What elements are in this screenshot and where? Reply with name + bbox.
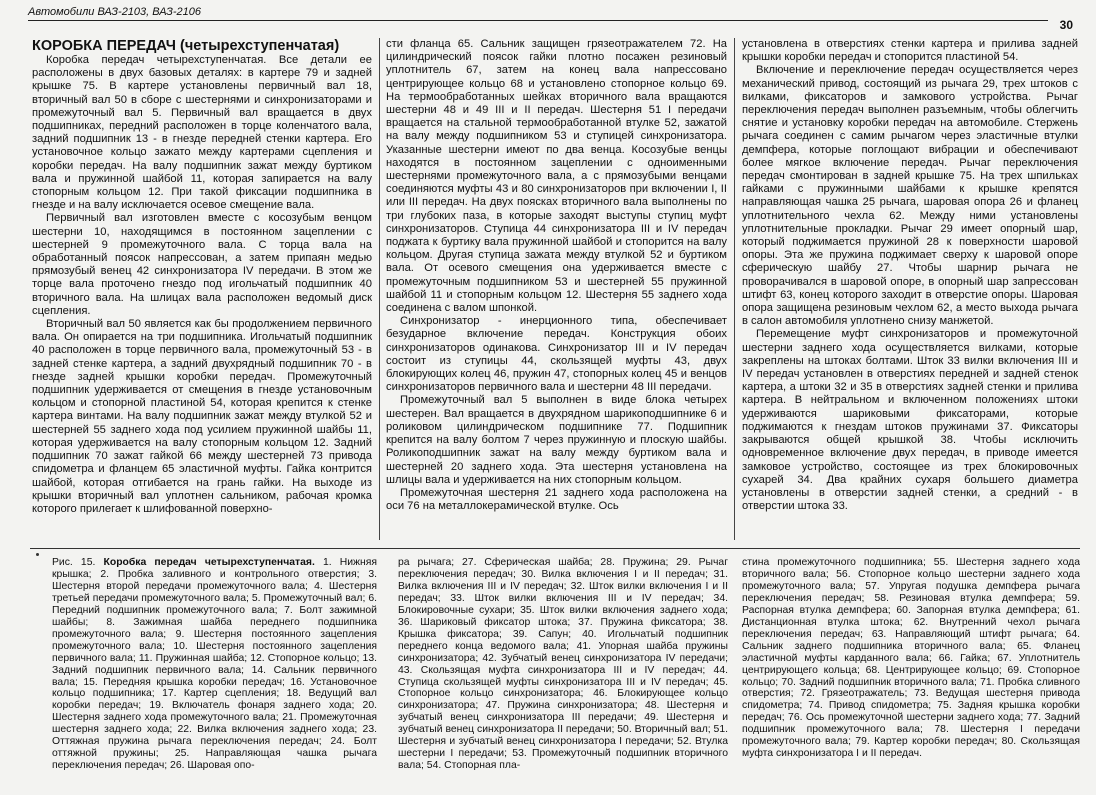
section-title: КОРОБКА ПЕРЕДАЧ (четырехступенчатая)	[32, 38, 340, 54]
page-number: 30	[1059, 18, 1073, 32]
scan-dot	[36, 553, 39, 556]
paragraph: Перемещение муфт синхронизаторов и промежуточной шестерни заднего хода осуществляется вилками, которые закреплены на штоках болтами. Шток 33 вилки включения III и IV передач установлен в отверстиях передней и задней стенок картера, а штоки 32 и 35 в отверстиях задней стенки и прилива картера. В нейтральном и включенном положениях штоки удерживаются шариковыми фиксаторами, которые поджимаются к гнездам штоков пружинами 37. Фиксаторы закрываются общей крышкой 38. Чтобы исключить одновременное включение двух передач, в приводе имеется замковое устройство, состоящее из трех блокировочных сухарей 34. Два крайних сухаря большего диаметра установлены в отверстии задней стенки, а средний - в отверстии штока 33.	[742, 328, 1078, 513]
figure-label: Рис. 15.	[52, 557, 96, 568]
figure-caption-column-1	[52, 557, 377, 789]
column-divider	[379, 38, 380, 540]
text-column-1	[32, 38, 372, 543]
caption-rule	[30, 548, 1080, 549]
column-divider	[734, 38, 735, 540]
paragraph: сти фланца 65. Сальник защищен грязеотражателем 72. На цилиндрический поясок гайки плотно посажен резиновый уплотнитель 67, затем на конец вала напрессовано центрирующее кольцо 68 и установлено стопорное кольцо 69. На термообработанных шейках вторичного вала вращаются шестерни 48 и 49 III и II передач. Шестерня 51 I передачи вращается на стальной термообработанной втулке 52, зажатой на валу между подшипником 53 и ступицей синхронизатора. Указанные шестерни имеют по два венца. Косозубые венцы находятся в постоянном зацеплении с одноименными шестернями промежуточного вала, а с прямозубыми венцами соединяются муфты 43 и 80 синхронизаторов при включении I, II или III передач. На двух поясках вторичного вала выполнены по три глубоких паза, в которые заходят выступы ступиц муфт синхронизаторов. Ступица 44 синхронизатора III и IV передач поджата к буртику вала пружинной шайбой и стопорится на валу кольцом. Другая ступица зажата между втулкой 52 и буртиком вала. От осевого смещения она удерживается вместе с промежуточным подшипником 53 и шестерней 55 пружинной шайбой 11 и стопорным кольцом 12. Шестерня 55 заднего хода соединена с валом шпонкой.	[386, 38, 727, 315]
paragraph: Синхронизатор - инерционного типа, обеспечивает безударное включение передач. Конструкция обоих синхронизаторов одинакова. Синхронизатор III и IV передач состоит из ступицы 44, скользящей муфты 43, двух блокирующих колец 46, пружин 47, стопорных колец 45 и венцов синхронизаторов первичного вала и шестерни 48 III передачи.	[386, 315, 727, 394]
page-header	[28, 6, 1073, 30]
caption-legend: ра рычага; 27. Сферическая шайба; 28. Пружина; 29. Рычаг переключения передач; 30. Вилка включения I и II передач; 31. Вилка включения III и IV передач; 32. Шток вилки включения I и II передач; 33. Шток вилки включения III и IV передач; 34. Блокировочные сухари; 35. Шток вилки включения заднего хода; 36. Шариковый фиксатор штока; 37. Пружина фиксатора; 38. Крышка фиксатора; 39. Сапун; 40. Игольчатый подшипник переднего конца ведомого вала; 41. Упорная шайба пружины синхронизатора; 42. Зубчатый венец синхронизатора IV передачи; 43. Скользящая муфта синхронизатора III и IV передач; 44. Ступица скользящей муфты синхронизатора III и IV передач; 45. Стопорное кольцо синхронизатора; 46. Блокирующее кольцо синхронизатора; 47. Пружина синхронизатора; 48. Шестерня и зубчатый венец синхронизатора III передачи; 49. Шестерня и зубчатый венец синхронизатора II передачи; 50. Вторичный вал; 51. Шестерня и зубчатый венец синхронизатора I передачи; 52. Втулка шестерни I передачи; 53. Промежуточный подшипник вторичного вала; 54. Стопорная пла-	[398, 557, 728, 772]
paragraph: Первичный вал изготовлен вместе с косозубым венцом шестерни 10, находящимся в постоянном зацеплении с шестерней 9 промежуточного вала. С торца вала на обработанный поясок напрессован, а затем припаян медью прямозубый венец 42 синхронизатора IV передачи. В этом же торце вала проточено гнездо под игольчатый подшипник 40 вторичного вала. На шлицах вала расположен ведомый диск сцепления.	[32, 212, 372, 317]
text-column-3	[742, 38, 1078, 543]
caption-legend: 1. Нижняя крышка; 2. Пробка заливного и контрольного отверстия; 3. Шестерня второй передачи промежуточного вала; 4. Шестерня третьей передачи промежуточного вала; 5. Промежуточный вал; 6. Передний подшипник промежуточного вала; 7. Болт зажимной шайбы; 8. Зажимная шайба переднего подшипника промежуточного вала; 9. Шестерня постоянного зацепления промежуточного вала; 10. Шестерня постоянного зацепления первичного вала; 11. Пружинная шайба; 12. Стопорное кольцо; 13. Задний подшипник первичного вала; 14. Сальник первичного вала; 15. Передняя крышка коробки передач; 16. Установочное кольцо подшипника; 17. Картер сцепления; 18. Ведущий вал коробки передач; 19. Включатель фонаря заднего хода; 20. Шестерня заднего хода промежуточного вала; 21. Промежуточная шестерня заднего хода; 22. Вилка включения заднего хода; 23. Оттяжная пружина рычага переключения передач; 24. Болт оттяжной пружины; 25. Направляющая чашка рычага переключения передач; 26. Шаровая опо-	[52, 557, 377, 772]
figure-title: Коробка передач четырехступенчатая.	[103, 557, 315, 568]
text-column-2	[386, 38, 727, 543]
running-title: Автомобили ВАЗ-2103, ВАЗ-2106	[28, 6, 201, 18]
figure-caption-column-3	[742, 557, 1080, 789]
paragraph: Промежуточная шестерня 21 заднего хода расположена на оси 76 на металлокерамической втулке. Ось	[386, 486, 727, 513]
paragraph: Промежуточный вал 5 выполнен в виде блока четырех шестерен. Вал вращается в двухрядном шарикоподшипнике 6 и роликовом цилиндрическом подшипнике 77. Подшипник крепится на валу болтом 7 через пружинную и плоскую шайбы. Роликоподшипник зажат на валу между буртиком вала и шестерней 20 заднего хода. Эта шестерня установлена на шлицы вала и удерживается на них стопорным кольцом.	[386, 394, 727, 486]
figure-caption-column-2	[398, 557, 728, 789]
paragraph: Вторичный вал 50 является как бы продолжением первичного вала. Он опирается на три подшипника. Игольчатый подшипник 40 расположен в торце первичного вала, промежуточный 53 - в задней стенке картера, а задний двухрядный подшипник 70 - в гнезде задней крышки коробки передач. Промежуточный подшипник удерживается от смещения в гнезде установочным кольцом и стопорной пластиной 54, которая крепится к стенке картера винтами. На валу подшипник зажат между втулкой 52 и шестерней 55 заднего хода под усилием пружинной шайбы 11, которая удерживается на валу стопорным кольцом 12. Задний подшипник 70 зажат гайкой 66 между шестерней 73 привода спидометра и фланцем 65 эластичной муфты. Гайка контрится шайбой, которая отгибается на грань гайки. На выходе из крышки вторичный вал уплотнен сальником, рабочая кромка которого прилегает к шлифованной поверхно-	[32, 318, 372, 515]
caption-legend: стина промежуточного подшипника; 55. Шестерня заднего хода вторичного вала; 56. Стопорное кольцо шестерни заднего хода промежуточного вала; 57. Упругая подушка демпфера рычага переключения передач; 58. Резиновая втулка демпфера; 59. Распорная втулка демпфера; 60. Запорная втулка демпфера; 61. Дистанционная втулка штока; 62. Внутренний чехол рычага переключения передач; 63. Направляющий штифт рычага; 64. Сальник заднего подшипника вторичного вала; 65. Фланец эластичной муфты карданного вала; 66. Гайка; 67. Уплотнитель центрирующего кольца; 68. Центрирующее кольцо; 69. Стопорное кольцо; 70. Задний подшипник вторичного вала; 71. Пробка сливного отверстия; 72. Грязеотражатель; 73. Ведущая шестерня привода спидометра; 74. Привод спидометра; 75. Задняя крышка коробки передач; 76. Ось промежуточной шестерни заднего хода; 77. Задний подшипник промежуточного вала; 78. Шестерня I передачи промежуточного вала; 79. Картер коробки передач; 80. Скользящая муфта синхронизатора I и II передач.	[742, 557, 1080, 760]
paragraph: установлена в отверстиях стенки картера и прилива задней крышки коробки передач и стопорится пластиной 54.	[742, 38, 1078, 64]
paragraph: Коробка передач четырехступенчатая. Все детали ее расположены в двух базовых деталях: в картере 79 и задней крышке 75. В картере установлены первичный вал 18, вторичный вал 50 в сборе с шестернями и синхронизаторами и промежуточный вал 5. Первичный вал вращается в двух подшипниках, передний расположен в торце коленчатого вала, задний подшипник 13 - в гнезде передней стенки картера. Его установочное кольцо зажато между картерами сцепления и коробки передач. На валу подшипник зажат между буртиком вала и пружинной шайбой 11, которая запирается на валу стопорным кольцом 12. При такой фиксации подшипника в гнезде и на валу исключается осевое смещение вала.	[32, 54, 372, 212]
paragraph: Включение и переключение передач осуществляется через механический привод, состоящий из рычага 29, трех штоков с вилками, фиксаторов и замкового устройства. Рычаг переключения передач выполнен разъемным, чтобы облегчить снятие и установку коробки передач на автомобиле. Стержень рычага соединен с самим рычагом через эластичные втулки демпфера, которые поглощают вибрации и обеспечивают более мягкое включение передач. Рычаг переключения передач смонтирован в задней крышке 75. На трех шпильках гайками с пружинными шайбами к крышке крепятся направляющая чашка 25 рычага, шаровая опора 26 и фланец уплотнительного чехла 62. Между ними установлены уплотнительные прокладки. Рычаг 29 имеет опорный шар, который поджимается пружиной 28 к поверхности шаровой опоры. Эта же пружина поджимает сверху к шаровой опоре сферическую шайбу 27. Чтобы шарнир рычага не проворачивался в шаровой опоре, в опорный шар запрессован штифт 63, конец которого заходит в отверстие опоры. Шаровая опора защищена резиновым чехлом 62, а место выхода рычага в салон автомобиля уплотнено снизу манжетой.	[742, 64, 1078, 328]
header-rule	[28, 20, 1048, 21]
